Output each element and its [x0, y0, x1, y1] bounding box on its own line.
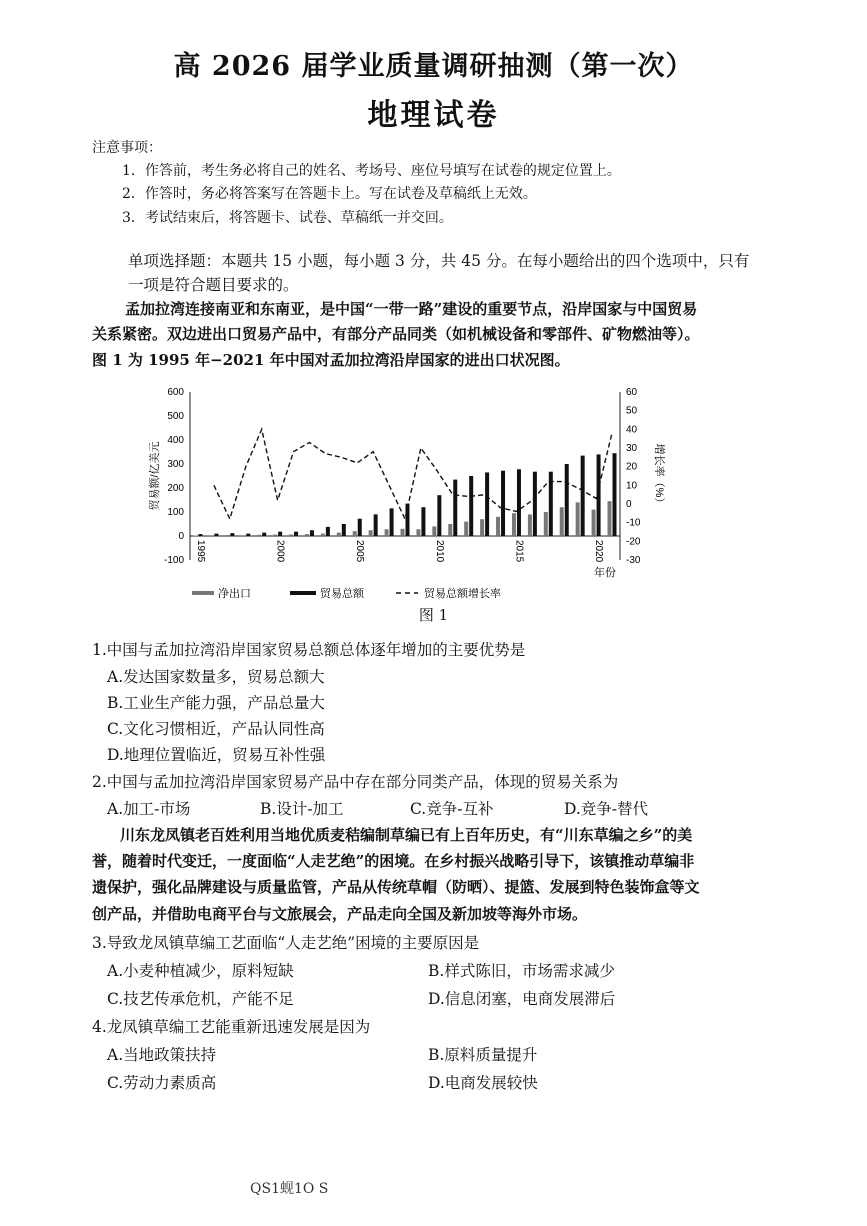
option: A.加工-市场 [107, 800, 191, 818]
question-stem: 3.导致龙凤镇草编工艺面临“人走艺绝”困境的主要原因是 [92, 934, 480, 952]
bar-net-export [416, 529, 420, 536]
bar-trade-total [597, 454, 601, 536]
bar-trade-total [453, 480, 457, 536]
bar-trade-total [581, 456, 585, 536]
trade-chart [148, 380, 668, 605]
bar-trade-total [342, 524, 346, 536]
bar-trade-total [437, 495, 441, 536]
figure-caption: 图 1 [418, 606, 449, 624]
bar-net-export [273, 535, 277, 536]
option: B.设计-加工 [260, 800, 344, 818]
option: B.原料质量提升 [428, 1046, 538, 1064]
instructions-line: 一项是符合题目要求的。 [128, 276, 299, 294]
option: A.当地政策扶持 [107, 1046, 217, 1064]
y2-tick-label: 60 [626, 387, 638, 398]
bar-trade-total [310, 530, 314, 536]
bar-trade-total [199, 534, 203, 536]
bar-trade-total [262, 533, 266, 536]
passage1-line: 图 1 为 1995 年−2021 年中国对孟加拉湾沿岸国家的进出口状况图。 [92, 351, 570, 369]
bar-trade-total [374, 514, 378, 536]
question-stem: 4.龙凤镇草编工艺能重新迅速发展是因为 [92, 1018, 371, 1036]
x-axis-label: 年份 [594, 567, 616, 579]
passage1-line: 孟加拉湾连接南亚和东南亚，是中国“一带一路”建设的重要节点，沿岸国家与中国贸易 [125, 300, 698, 318]
y-tick-label: 500 [167, 411, 184, 422]
exam-title: 高 2026 届学业质量调研抽测（第一次） [173, 51, 694, 82]
y2-tick-label: 20 [626, 461, 638, 473]
bar-net-export [305, 534, 309, 536]
bar-net-export [480, 519, 484, 536]
notice-item: 2．作答时，务必将答案写在答题卡上。写在试卷及草稿纸上无效。 [122, 186, 537, 202]
bar-net-export [432, 526, 436, 536]
bar-trade-total [421, 507, 425, 536]
y2-tick-label: 0 [626, 499, 632, 510]
bar-trade-total [565, 464, 569, 536]
y2-tick-label: -30 [626, 555, 641, 566]
bar-net-export [464, 522, 468, 536]
option: D.竞争-替代 [564, 800, 649, 818]
passage2-line: 创产品，并借助电商平台与文旅展会，产品走向全国及新加坡等海外市场。 [92, 905, 588, 923]
option: D.电商发展较快 [428, 1074, 538, 1092]
notice-heading: 注意事项： [92, 140, 162, 156]
bar-trade-total [485, 472, 489, 536]
page-footer: QS1蚬1O S [250, 1181, 329, 1197]
passage1-line: 关系紧密。双边进出口贸易产品中，有部分产品同类（如机械设备和零部件、矿物燃油等）。 [92, 325, 700, 343]
bar-net-export [321, 534, 325, 536]
passage2-line: 遗保护，强化品牌建设与质量监管，产品从传统草帽（防晒）、提篮、发展到特色装饰盒等文 [92, 878, 700, 896]
y2-tick-label: -20 [626, 536, 641, 548]
x-tick-label: 2015 [513, 540, 525, 563]
bar-net-export [225, 535, 229, 536]
option: A.发达国家数量多，贸易总额大 [107, 668, 325, 686]
bar-net-export [241, 535, 245, 536]
bar-net-export [401, 529, 405, 536]
y2-tick-label: 50 [626, 405, 638, 417]
bar-trade-total [613, 453, 617, 536]
x-tick-label: 2020 [593, 540, 605, 563]
x-tick-label: 2010 [433, 540, 445, 563]
y2-tick-label: 10 [626, 480, 638, 492]
bar-trade-total [517, 469, 521, 536]
y2-tick-label: 30 [626, 443, 638, 454]
x-tick-label: 2000 [274, 540, 286, 563]
bar-net-export [448, 524, 452, 536]
bar-net-export [353, 531, 357, 536]
x-tick-label: 1995 [195, 540, 206, 563]
bar-trade-total [214, 534, 218, 536]
y-tick-label: 0 [178, 531, 184, 542]
question-stem: 1.中国与孟加拉湾沿岸国家贸易总额总体逐年增加的主要优势是 [92, 641, 526, 659]
bar-net-export [512, 513, 516, 536]
option: C.竞争-互补 [410, 800, 494, 818]
option: B.工业生产能力强，产品总量大 [107, 694, 325, 712]
legend-swatch-total [290, 591, 316, 595]
y-tick-label: 400 [167, 435, 184, 446]
bar-net-export [496, 517, 500, 536]
passage2-line: 誉，随着时代变迁，一度面临“人走艺绝”的困境。在乡村振兴战略引导下，该镇推动草编非 [92, 852, 695, 870]
bar-net-export [544, 512, 548, 536]
bar-trade-total [230, 533, 234, 536]
bar-net-export [385, 529, 389, 536]
notice-item: 1．作答前，考生务必将自己的姓名、考场号、座位号填写在试卷的规定位置上。 [122, 163, 621, 179]
y2-tick-label: -10 [626, 517, 641, 529]
y-tick-label: -100 [163, 555, 184, 566]
bar-net-export [289, 535, 293, 536]
bar-net-export [209, 535, 213, 536]
bar-trade-total [533, 472, 537, 536]
bar-trade-total [326, 527, 330, 536]
bar-net-export [337, 533, 341, 536]
option: D.地理位置临近，贸易互补性强 [107, 746, 326, 764]
bar-trade-total [501, 471, 505, 536]
bar-trade-total [294, 532, 298, 536]
notice-item: 3．考试结束后，将答题卡、试卷、草稿纸一并交回。 [122, 210, 453, 226]
y-tick-label: 100 [167, 507, 184, 518]
instructions-line: 单项选择题：本题共 15 小题，每小题 3 分，共 45 分。在每小题给出的四个选项中，只有 [128, 252, 750, 270]
bar-net-export [369, 530, 373, 536]
bar-trade-total [390, 508, 394, 536]
option: B.样式陈旧，市场需求减少 [428, 962, 615, 980]
exam-subtitle: 地理试卷 [367, 98, 500, 133]
y-tick-label: 600 [167, 387, 184, 398]
option: C.技艺传承危机，产能不足 [107, 990, 294, 1008]
bar-net-export [592, 510, 596, 536]
bar-net-export [560, 507, 564, 536]
y2-axis-label: 增长率（%） [653, 443, 665, 509]
bar-net-export [608, 501, 612, 536]
bar-trade-total [246, 534, 250, 536]
legend-swatch-net [192, 591, 214, 595]
question-stem: 2.中国与孟加拉湾沿岸国家贸易产品中存在部分同类产品，体现的贸易关系为 [92, 773, 619, 791]
y-tick-label: 200 [167, 483, 184, 494]
bar-net-export [257, 535, 261, 536]
option: C.文化习惯相近，产品认同性高 [107, 720, 325, 738]
option: C.劳动力素质高 [107, 1074, 217, 1092]
bar-trade-total [278, 532, 282, 536]
x-tick-label: 2005 [354, 540, 366, 563]
bar-net-export [576, 502, 580, 536]
passage2-line: 川东龙凤镇老百姓利用当地优质麦秸编制草编已有上百年历史，有“川东草编之乡”的美 [120, 826, 693, 844]
bar-net-export [528, 514, 532, 536]
bar-trade-total [469, 476, 473, 536]
bar-trade-total [358, 519, 362, 536]
option: D.信息闭塞，电商发展滞后 [428, 990, 616, 1008]
option: A.小麦种植减少，原料短缺 [107, 962, 294, 980]
legend-label: 贸易总额增长率 [424, 588, 501, 600]
legend-label: 贸易总额 [320, 588, 364, 600]
y-axis-label: 贸易额/亿美元 [149, 441, 161, 511]
y-tick-label: 300 [167, 459, 184, 470]
y2-tick-label: 40 [626, 424, 638, 436]
legend-label: 净出口 [218, 588, 251, 600]
